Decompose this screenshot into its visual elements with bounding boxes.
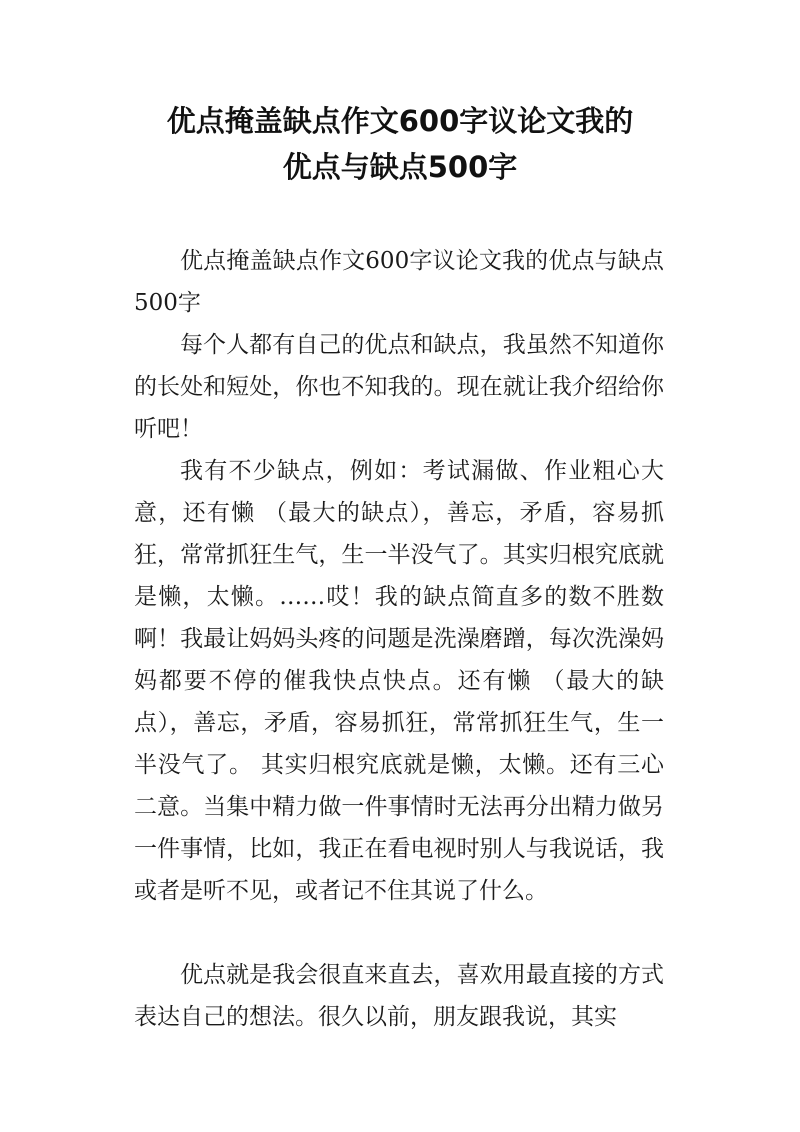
title-line-1: 优点掩盖缺点作文600字议论文我的 — [166, 104, 634, 138]
paragraph-strengths: 优点就是我会很直来直去，喜欢用最直接的方式表达自己的想法。很久以前，朋友跟我说，其实 — [134, 962, 664, 1030]
paragraph-shortcomings: 我有不少缺点，例如：考试漏做、作业粗心大意，还有懒 （最大的缺点），善忘，矛盾，容易抓狂，常常抓狂生气，生一半没气了。其实归根究底就是懒，太懒。……哎！我的缺点简直多的数不胜数啊！我最让妈妈头疼的问题是洗澡磨蹭，每次洗澡妈妈都要不停的催我快点快点。还有懒 （最大的缺点），善忘，矛盾，容易抓狂，常常抓狂生气，生一半没气了。 其实归根究底就是懒，太懒。还有三心二意。当集中精力做一件事情时无法再分出精力做另一件事情，比如，我正在看电视时别人与我说话，我或者是听不见，或者记不住其说了什么。 — [134, 458, 664, 904]
article-body — [134, 240, 664, 1038]
paragraph-subtitle: 优点掩盖缺点作文600字议论文我的优点与缺点500字 — [134, 248, 664, 316]
page-title — [100, 98, 700, 190]
title-line-2: 优点与缺点500字 — [282, 150, 518, 184]
paragraph-intro: 每个人都有自己的优点和缺点，我虽然不知道你的长处和短处，你也不知我的。现在就让我介绍给你听吧！ — [134, 332, 664, 442]
